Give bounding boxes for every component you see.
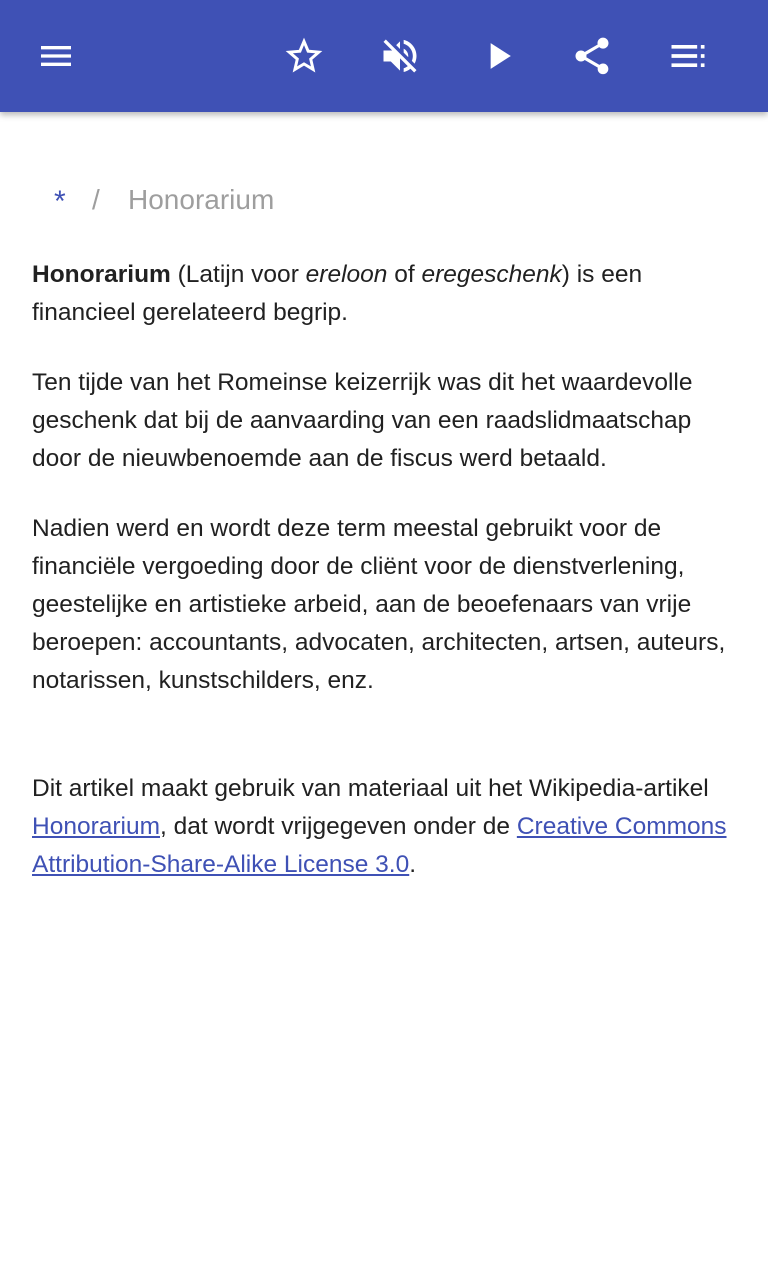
breadcrumb-current: Honorarium bbox=[128, 184, 275, 215]
playlist-icon bbox=[666, 34, 710, 78]
article-paragraph-history: Ten tijde van het Romeinse keizerrijk was dit het waardevolle geschenk dat bij de aanvaarding van een raadslidmaatschap door de nieuwbenoemde aan de fiscus werd betaald. bbox=[32, 369, 693, 472]
wikipedia-article-link[interactable]: Honorarium bbox=[32, 813, 160, 840]
menu-button[interactable] bbox=[28, 28, 84, 84]
app-toolbar bbox=[0, 0, 768, 112]
favorite-button[interactable] bbox=[276, 28, 332, 84]
share-icon bbox=[570, 34, 614, 78]
mute-button[interactable] bbox=[372, 28, 428, 84]
breadcrumb-separator: / bbox=[92, 184, 100, 215]
article-paragraph-usage: Nadien werd en wordt deze term meestal gebruikt voor de financiële vergoeding door de cliënt voor de dienstverlening, geestelijke en artistieke arbeid, aan de beoefenaars van vrije beroepen: accountants, advocaten, architecten, artsen, auteurs, notarissen, kunstschilders, enz. bbox=[32, 515, 726, 694]
share-button[interactable] bbox=[564, 28, 620, 84]
article-paragraph-intro: Honorarium (Latijn voor ereloon of eregeschenk) is een financieel gerelateerd begrip. bbox=[32, 261, 643, 326]
play-icon bbox=[476, 34, 520, 78]
breadcrumb-home-link[interactable]: * bbox=[54, 185, 66, 218]
attribution-paragraph: Dit artikel maakt gebruik van materiaal uit het Wikipedia-artikel Honorarium, dat wordt vrijgegeven onder de Creative Commons Attribution-Share-Alike License 3.0. bbox=[32, 775, 727, 878]
play-button[interactable] bbox=[470, 28, 526, 84]
volume-off-icon bbox=[378, 34, 422, 78]
article-term: Honorarium bbox=[32, 261, 171, 288]
license-link[interactable]: Creative Commons Attribution-Share-Alike License 3.0 bbox=[32, 813, 727, 878]
star-outline-icon bbox=[282, 34, 326, 78]
playlist-button[interactable] bbox=[660, 28, 716, 84]
menu-icon bbox=[36, 36, 76, 76]
